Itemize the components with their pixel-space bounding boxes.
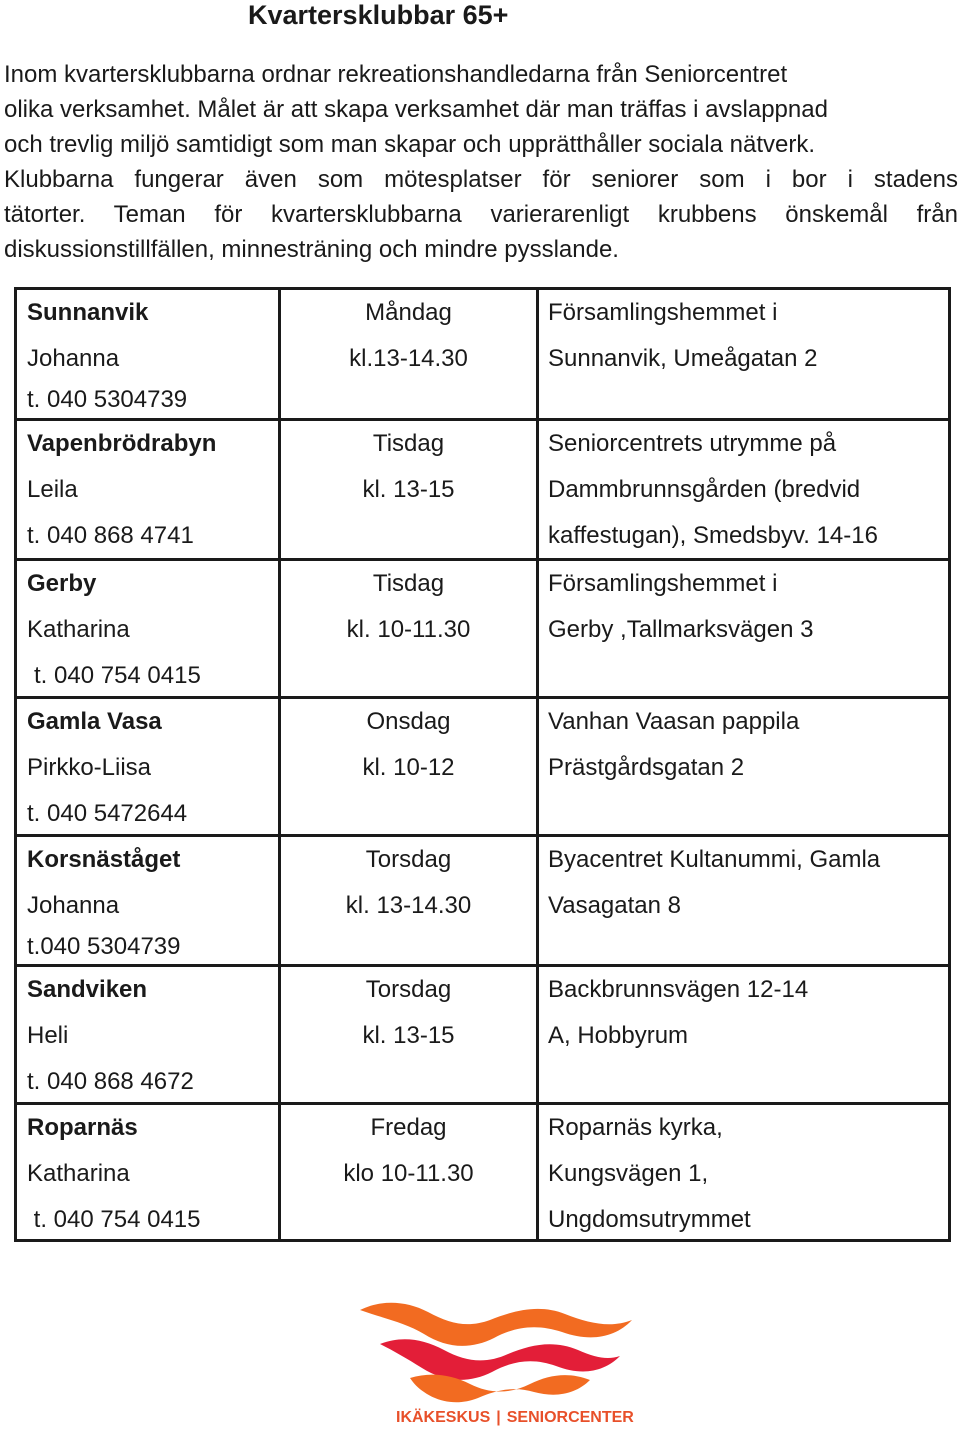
club-time: kl. 13-14.30 [345,892,472,919]
club-place-cell [538,289,950,420]
club-contact: Johanna [27,345,120,372]
club-day: Torsdag [365,846,452,873]
club-contact: Leila [27,476,78,503]
club-schedule-cell [280,1104,538,1241]
table-row [16,836,950,966]
club-info-cell [16,289,280,420]
club-contact: Heli [27,1022,69,1049]
club-phone: t.040 5304739 [27,933,181,960]
page-title: Kvartersklubbar 65+ [248,0,509,30]
club-day: Tisdag [372,570,445,597]
club-place-line: kaffestugan), Smedsbyv. 14-16 [548,522,878,549]
club-place-cell [538,1104,950,1241]
club-contact: Katharina [27,616,130,643]
club-place-line: Dammbrunnsgården (bredvid [548,476,861,503]
club-contact: Pirkko-Liisa [27,754,152,781]
club-time: kl. 10-11.30 [346,616,471,643]
logo-wave-middle [380,1339,620,1380]
club-place-line: Kungsvägen 1, [548,1160,709,1187]
club-name: Gamla Vasa [27,708,162,735]
club-phone: t. 040 5472644 [27,800,188,827]
club-phone: t. 040 754 0415 [34,662,201,689]
intro-paragraph [4,57,958,267]
logo-wave-lower [410,1375,590,1403]
club-name: Sandviken [27,976,148,1003]
club-place-cell [538,836,950,966]
club-day: Onsdag [366,708,451,735]
club-place-line: Vanhan Vaasan pappila [548,708,800,735]
club-info-cell [16,698,280,836]
club-name: Gerby [27,570,97,597]
seniorcenter-logo [350,1298,640,1430]
logo-text-right: SENIORCENTER [506,1409,634,1426]
intro-line: tätorter. Teman för kvartersklubbarna varierarenligt krubbens önskemål från [4,201,958,228]
club-place-cell [538,698,950,836]
club-phone: t. 040 868 4672 [27,1068,194,1095]
club-phone: t. 040 868 4741 [27,522,194,549]
table-row [16,560,950,698]
club-name: Sunnanvik [27,299,149,326]
table-row [16,420,950,560]
club-schedule-cell [280,289,538,420]
logo-text-left: IKÄKESKUS [396,1409,491,1426]
club-day: Torsdag [365,976,452,1003]
club-schedule-cell [280,420,538,560]
club-info-cell [16,420,280,560]
club-place-line: Byacentret Kultanummi, Gamla [548,846,881,873]
club-place-cell [538,560,950,698]
club-day: Fredag [370,1114,447,1141]
club-contact: Katharina [27,1160,130,1187]
club-time: kl. 10-12 [362,754,455,781]
logo-separator: | [496,1409,501,1426]
club-place-line: Prästgårdsgatan 2 [548,754,745,781]
club-place-cell [538,420,950,560]
club-time: kl.13-14.30 [349,345,468,372]
club-place-line: Vasagatan 8 [548,892,681,919]
club-place-line: A, Hobbyrum [548,1022,689,1049]
club-place-line: Församlingshemmet i [548,570,778,597]
club-place-line: Roparnäs kyrka, [548,1114,723,1141]
club-place-line: Sunnanvik, Umeågatan 2 [548,345,818,372]
table-row [16,289,950,420]
club-place-cell [538,966,950,1104]
club-name: Vapenbrödrabyn [27,430,217,457]
club-schedule-cell [280,560,538,698]
clubs-table [14,287,951,1242]
club-place-line: Församlingshemmet i [548,299,778,326]
club-name: Roparnäs [27,1114,138,1141]
table-row [16,698,950,836]
intro-line: och trevlig miljö samtidigt som man skapar och upprätthåller sociala nätverk. [4,131,816,158]
club-day: Måndag [365,299,452,326]
table-row [16,1104,950,1241]
club-day: Tisdag [372,430,445,457]
club-place-line: Backbrunnsvägen 12-14 [548,976,809,1003]
intro-line: Klubbarna fungerar även som mötesplatser för seniorer som i bor i stadens [4,166,958,193]
club-contact: Johanna [27,892,120,919]
intro-line: olika verksamhet. Målet är att skapa verksamhet där man träffas i avslappnad [4,96,828,123]
club-name: Korsnäståget [27,846,181,873]
logo-text [396,1408,634,1426]
intro-line: diskussionstillfällen, minnesträning och mindre pysslande. [4,236,619,263]
club-schedule-cell [280,966,538,1104]
club-time: kl. 13-15 [362,476,455,503]
club-info-cell [16,1104,280,1241]
club-info-cell [16,560,280,698]
club-phone: t. 040 754 0415 [27,1206,201,1233]
intro-line: Inom kvartersklubbarna ordnar rekreationshandledarna från Seniorcentret [4,61,788,88]
club-info-cell [16,836,280,966]
club-phone: t. 040 5304739 [27,386,188,413]
club-info-cell [16,966,280,1104]
club-time: klo 10-11.30 [343,1160,474,1187]
club-time: kl. 13-15 [362,1022,455,1049]
club-place-line: Ungdomsutrymmet [548,1206,751,1233]
table-row [16,966,950,1104]
club-schedule-cell [280,836,538,966]
club-schedule-cell [280,698,538,836]
logo-wave-icon [360,1303,632,1403]
club-place-line: Seniorcentrets utrymme på [548,430,837,457]
club-place-line: Gerby ,Tallmarksvägen 3 [548,616,814,643]
